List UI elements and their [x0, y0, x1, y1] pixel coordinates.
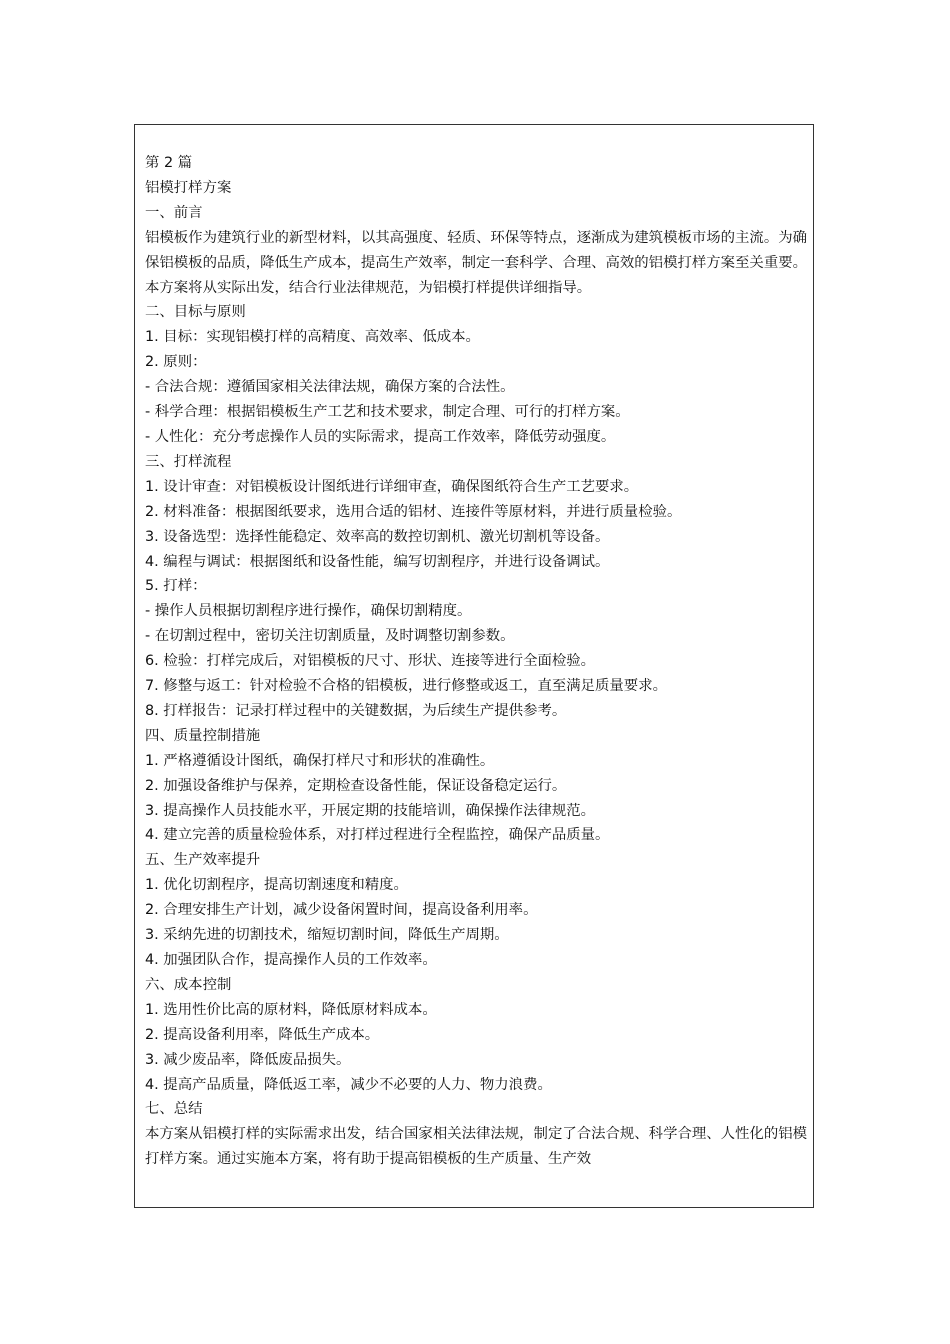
list-item: 5. 打样：: [145, 578, 207, 595]
list-item: 1. 目标：实现铝模打样的高精度、高效率、低成本。: [145, 329, 480, 346]
section-heading: 一、前言: [145, 204, 203, 221]
list-item: 2. 提高设备利用率，降低生产成本。: [145, 1026, 380, 1043]
list-item: 3. 采纳先进的切割技术，缩短切割时间，降低生产周期。: [145, 927, 509, 944]
list-item: 2. 合理安排生产计划，减少设备闲置时间，提高设备利用率。: [145, 902, 538, 919]
list-item: 1. 选用性价比高的原材料，降低原材料成本。: [145, 1001, 437, 1018]
list-item: 3. 减少废品率，降低废品损失。: [145, 1051, 351, 1068]
section-heading: 七、总结: [145, 1101, 203, 1118]
list-item: 6. 检验：打样完成后，对铝模板的尺寸、形状、连接等进行全面检验。: [145, 653, 596, 670]
list-item: 1. 严格遵循设计图纸，确保打样尺寸和形状的准确性。: [145, 752, 495, 769]
section-paragraph: 铝模板作为建筑行业的新型材料，以其高强度、轻质、环保等特点，逐渐成为建筑模板市场的主流。为确保铝模板的品质，降低生产成本，提高生产效率，制定一套科学、合理、高效的铝模打样方案至关重要。本方案将从实际出发，结合行业法律规范，为铝模打样提供详细指导。: [145, 229, 807, 296]
section-heading: 六、成本控制: [145, 976, 232, 993]
section-heading: 四、质量控制措施: [145, 727, 261, 744]
list-item: 2. 原则：: [145, 354, 207, 371]
list-item: 1. 优化切割程序，提高切割速度和精度。: [145, 877, 408, 894]
list-item: - 合法合规：遵循国家相关法律法规，确保方案的合法性。: [145, 379, 515, 396]
document-body: [145, 151, 807, 1172]
list-item: 7. 修整与返工：针对检验不合格的铝模板，进行修整或返工，直至满足质量要求。: [145, 678, 667, 695]
list-item: - 在切割过程中，密切关注切割质量，及时调整切割参数。: [145, 628, 515, 645]
list-item: - 操作人员根据切割程序进行操作，确保切割精度。: [145, 603, 472, 620]
list-item: - 人性化：充分考虑操作人员的实际需求，提高工作效率，降低劳动强度。: [145, 428, 616, 445]
list-item: 4. 编程与调试：根据图纸和设备性能，编写切割程序，并进行设备调试。: [145, 553, 610, 570]
section-heading: 二、目标与原则: [145, 304, 246, 321]
list-item: 8. 打样报告：记录打样过程中的关键数据，为后续生产提供参考。: [145, 702, 567, 719]
section-heading: 三、打样流程: [145, 453, 232, 470]
list-item: 4. 加强团队合作，提高操作人员的工作效率。: [145, 952, 437, 968]
part-label: 第 2 篇: [145, 155, 193, 171]
list-item: - 科学合理：根据铝模板生产工艺和技术要求，制定合理、可行的打样方案。: [145, 404, 630, 421]
list-item: 4. 提高产品质量，降低返工率，减少不必要的人力、物力浪费。: [145, 1076, 552, 1093]
list-item: 1. 设计审查：对铝模板设计图纸进行详细审查，确保图纸符合生产工艺要求。: [145, 478, 639, 495]
list-item: 2. 材料准备：根据图纸要求，选用合适的铝材、连接件等原材料，并进行质量检验。: [145, 503, 682, 520]
document-title: 铝模打样方案: [145, 179, 232, 196]
list-item: 2. 加强设备维护与保养，定期检查设备性能，保证设备稳定运行。: [145, 777, 567, 794]
document-frame: [134, 124, 814, 1208]
section-paragraph: 本方案从铝模打样的实际需求出发，结合国家相关法律法规，制定了合法合规、科学合理、人性化的铝模打样方案。通过实施本方案，将有助于提高铝模板的生产质量、生产效: [145, 1126, 807, 1168]
section-heading: 五、生产效率提升: [145, 852, 261, 869]
list-item: 3. 提高操作人员技能水平，开展定期的技能培训，确保操作法律规范。: [145, 802, 596, 819]
list-item: 3. 设备选型：选择性能稳定、效率高的数控切割机、激光切割机等设备。: [145, 528, 610, 545]
list-item: 4. 建立完善的质量检验体系，对打样过程进行全程监控，确保产品质量。: [145, 827, 610, 844]
